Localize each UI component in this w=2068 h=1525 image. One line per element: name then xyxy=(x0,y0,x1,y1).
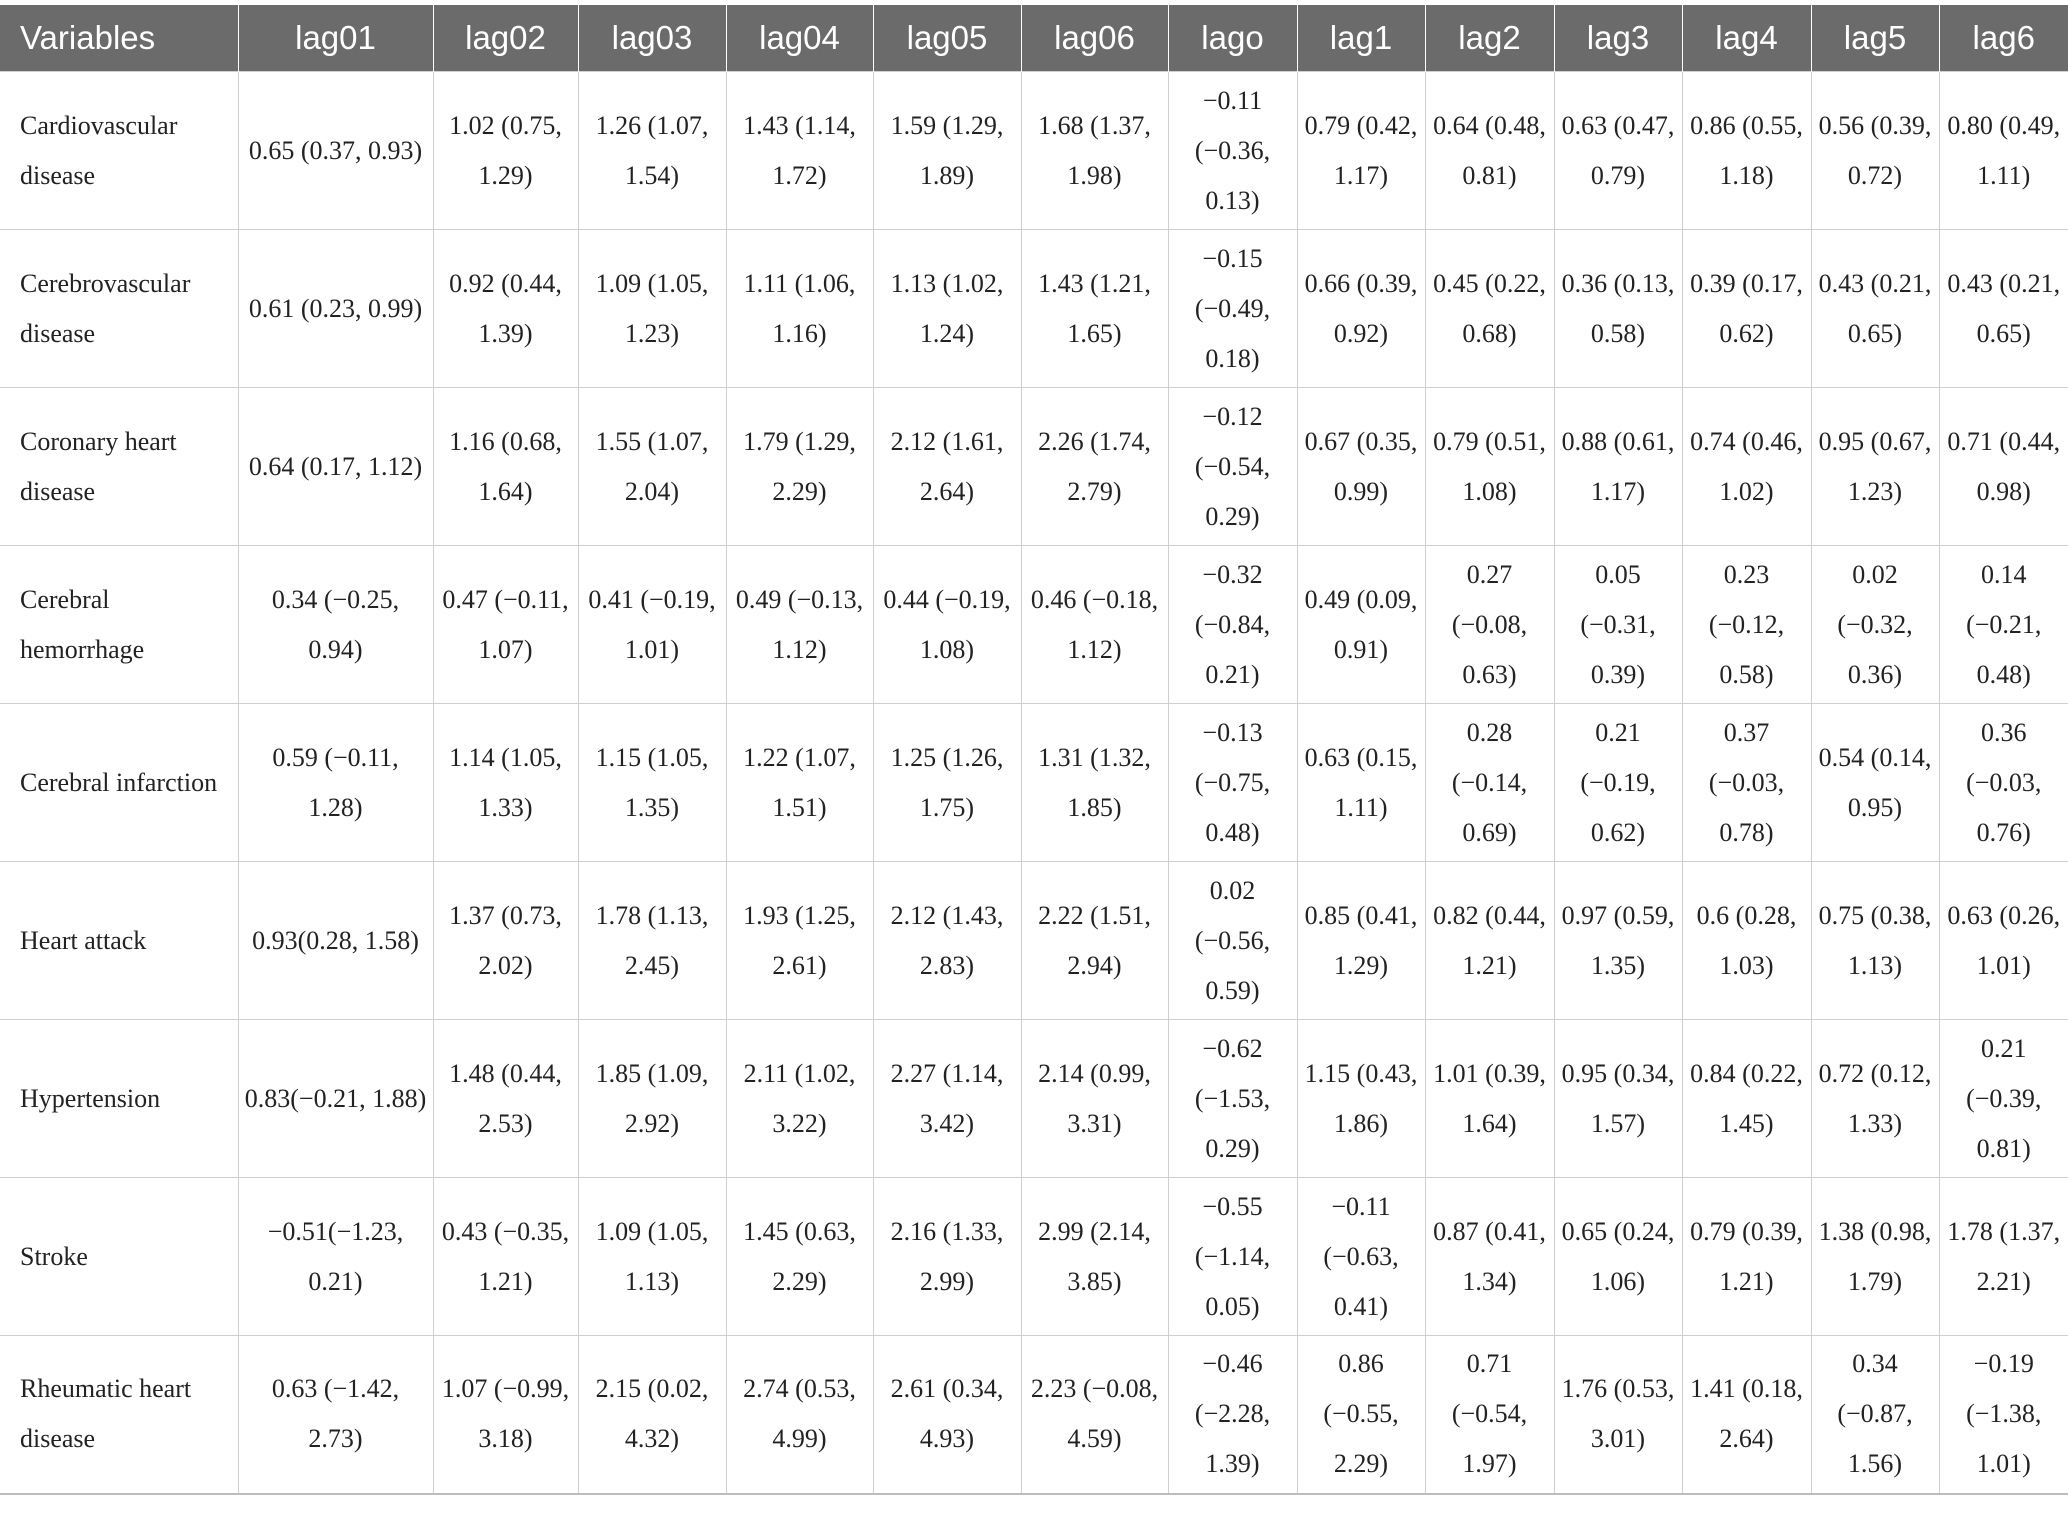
table-cell: 1.41 (0.18, 2.64) xyxy=(1682,1336,1811,1494)
table-cell: 2.99 (2.14, 3.85) xyxy=(1021,1178,1168,1336)
table-cell: 0.41 (−0.19, 1.01) xyxy=(578,546,726,704)
table-cell: 0.72 (0.12, 1.33) xyxy=(1811,1020,1939,1178)
results-table-container xyxy=(0,5,2068,1495)
column-header-lag04: lag04 xyxy=(726,5,873,72)
row-variable-label: Coronary heart disease xyxy=(0,388,238,546)
table-cell: 0.63 (0.15, 1.11) xyxy=(1297,704,1425,862)
table-cell: 0.64 (0.48, 0.81) xyxy=(1425,72,1554,230)
table-row xyxy=(0,1178,2068,1336)
column-header-lag3: lag3 xyxy=(1554,5,1682,72)
table-cell: 0.46 (−0.18, 1.12) xyxy=(1021,546,1168,704)
table-cell: 0.23 (−0.12, 0.58) xyxy=(1682,546,1811,704)
column-header-lag4: lag4 xyxy=(1682,5,1811,72)
table-cell: 0.63 (0.47, 0.79) xyxy=(1554,72,1682,230)
column-header-lag02: lag02 xyxy=(433,5,578,72)
results-table xyxy=(0,5,2068,1495)
table-row xyxy=(0,704,2068,862)
column-header-variables: Variables xyxy=(0,5,238,72)
table-cell: 0.14 (−0.21, 0.48) xyxy=(1939,546,2068,704)
row-variable-label: Cerebrovascular disease xyxy=(0,230,238,388)
table-cell: −0.46 (−2.28, 1.39) xyxy=(1168,1336,1297,1494)
table-cell: 1.26 (1.07, 1.54) xyxy=(578,72,726,230)
table-cell: 0.75 (0.38, 1.13) xyxy=(1811,862,1939,1020)
table-cell: 1.68 (1.37, 1.98) xyxy=(1021,72,1168,230)
table-cell: 0.44 (−0.19, 1.08) xyxy=(873,546,1021,704)
table-cell: 1.93 (1.25, 2.61) xyxy=(726,862,873,1020)
table-cell: 0.21 (−0.19, 0.62) xyxy=(1554,704,1682,862)
table-cell: 1.38 (0.98, 1.79) xyxy=(1811,1178,1939,1336)
table-cell: 0.79 (0.51, 1.08) xyxy=(1425,388,1554,546)
table-cell: 1.85 (1.09, 2.92) xyxy=(578,1020,726,1178)
table-cell: 0.87 (0.41, 1.34) xyxy=(1425,1178,1554,1336)
table-cell: 2.16 (1.33, 2.99) xyxy=(873,1178,1021,1336)
table-cell: 2.11 (1.02, 3.22) xyxy=(726,1020,873,1178)
row-variable-label: Stroke xyxy=(0,1178,238,1336)
table-cell: 2.23 (−0.08, 4.59) xyxy=(1021,1336,1168,1494)
column-header-lag06: lag06 xyxy=(1021,5,1168,72)
table-row xyxy=(0,72,2068,230)
table-cell: 0.47 (−0.11, 1.07) xyxy=(433,546,578,704)
table-cell: −0.11 (−0.36, 0.13) xyxy=(1168,72,1297,230)
row-variable-label: Cerebral hemorrhage xyxy=(0,546,238,704)
table-cell: 1.15 (1.05, 1.35) xyxy=(578,704,726,862)
column-header-lag6: lag6 xyxy=(1939,5,2068,72)
table-cell: 0.61 (0.23, 0.99) xyxy=(238,230,433,388)
table-row xyxy=(0,1020,2068,1178)
table-cell: 1.31 (1.32, 1.85) xyxy=(1021,704,1168,862)
table-cell: 0.59 (−0.11, 1.28) xyxy=(238,704,433,862)
table-cell: 2.74 (0.53, 4.99) xyxy=(726,1336,873,1494)
table-cell: 0.34 (−0.87, 1.56) xyxy=(1811,1336,1939,1494)
table-cell: 0.88 (0.61, 1.17) xyxy=(1554,388,1682,546)
table-cell: −0.19 (−1.38, 1.01) xyxy=(1939,1336,2068,1494)
table-cell: 0.49 (0.09, 0.91) xyxy=(1297,546,1425,704)
table-cell: 0.74 (0.46, 1.02) xyxy=(1682,388,1811,546)
table-cell: 0.66 (0.39, 0.92) xyxy=(1297,230,1425,388)
table-body xyxy=(0,72,2068,1494)
table-cell: 1.22 (1.07, 1.51) xyxy=(726,704,873,862)
header-row xyxy=(0,5,2068,72)
column-header-lago: lago xyxy=(1168,5,1297,72)
table-cell: 1.02 (0.75, 1.29) xyxy=(433,72,578,230)
table-cell: −0.11 (−0.63, 0.41) xyxy=(1297,1178,1425,1336)
table-cell: 1.09 (1.05, 1.13) xyxy=(578,1178,726,1336)
table-cell: 0.92 (0.44, 1.39) xyxy=(433,230,578,388)
table-cell: 1.11 (1.06, 1.16) xyxy=(726,230,873,388)
row-variable-label: Cardiovascular disease xyxy=(0,72,238,230)
table-cell: 0.27 (−0.08, 0.63) xyxy=(1425,546,1554,704)
table-cell: 0.95 (0.67, 1.23) xyxy=(1811,388,1939,546)
table-cell: 1.13 (1.02, 1.24) xyxy=(873,230,1021,388)
table-cell: 0.6 (0.28, 1.03) xyxy=(1682,862,1811,1020)
table-cell: 2.22 (1.51, 2.94) xyxy=(1021,862,1168,1020)
table-cell: 0.97 (0.59, 1.35) xyxy=(1554,862,1682,1020)
table-cell: 0.93(0.28, 1.58) xyxy=(238,862,433,1020)
table-row xyxy=(0,230,2068,388)
table-cell: 2.12 (1.61, 2.64) xyxy=(873,388,1021,546)
row-variable-label: Hypertension xyxy=(0,1020,238,1178)
table-row xyxy=(0,546,2068,704)
table-cell: 1.78 (1.13, 2.45) xyxy=(578,862,726,1020)
table-cell: 2.15 (0.02, 4.32) xyxy=(578,1336,726,1494)
table-cell: 1.45 (0.63, 2.29) xyxy=(726,1178,873,1336)
table-cell: 2.14 (0.99, 3.31) xyxy=(1021,1020,1168,1178)
table-cell: 1.09 (1.05, 1.23) xyxy=(578,230,726,388)
table-cell: 0.28 (−0.14, 0.69) xyxy=(1425,704,1554,862)
table-cell: 1.55 (1.07, 2.04) xyxy=(578,388,726,546)
table-header xyxy=(0,5,2068,72)
column-header-lag2: lag2 xyxy=(1425,5,1554,72)
table-cell: 1.07 (−0.99, 3.18) xyxy=(433,1336,578,1494)
table-cell: 0.79 (0.39, 1.21) xyxy=(1682,1178,1811,1336)
table-cell: 0.64 (0.17, 1.12) xyxy=(238,388,433,546)
table-cell: 1.43 (1.14, 1.72) xyxy=(726,72,873,230)
table-cell: 2.12 (1.43, 2.83) xyxy=(873,862,1021,1020)
table-cell: 0.71 (0.44, 0.98) xyxy=(1939,388,2068,546)
column-header-lag01: lag01 xyxy=(238,5,433,72)
table-cell: 1.16 (0.68, 1.64) xyxy=(433,388,578,546)
row-variable-label: Rheumatic heart disease xyxy=(0,1336,238,1494)
table-cell: 1.79 (1.29, 2.29) xyxy=(726,388,873,546)
table-cell: 0.80 (0.49, 1.11) xyxy=(1939,72,2068,230)
table-cell: 0.63 (0.26, 1.01) xyxy=(1939,862,2068,1020)
row-variable-label: Cerebral infarction xyxy=(0,704,238,862)
table-cell: 0.84 (0.22, 1.45) xyxy=(1682,1020,1811,1178)
table-cell: −0.55 (−1.14, 0.05) xyxy=(1168,1178,1297,1336)
table-cell: 0.05 (−0.31, 0.39) xyxy=(1554,546,1682,704)
table-cell: 0.43 (−0.35, 1.21) xyxy=(433,1178,578,1336)
table-cell: 0.79 (0.42, 1.17) xyxy=(1297,72,1425,230)
table-cell: 1.76 (0.53, 3.01) xyxy=(1554,1336,1682,1494)
table-cell: 0.85 (0.41, 1.29) xyxy=(1297,862,1425,1020)
table-cell: −0.32 (−0.84, 0.21) xyxy=(1168,546,1297,704)
table-cell: 0.83(−0.21, 1.88) xyxy=(238,1020,433,1178)
table-cell: 2.27 (1.14, 3.42) xyxy=(873,1020,1021,1178)
table-cell: 0.39 (0.17, 0.62) xyxy=(1682,230,1811,388)
table-cell: 1.43 (1.21, 1.65) xyxy=(1021,230,1168,388)
table-cell: 0.43 (0.21, 0.65) xyxy=(1939,230,2068,388)
table-cell: 1.25 (1.26, 1.75) xyxy=(873,704,1021,862)
table-cell: 0.45 (0.22, 0.68) xyxy=(1425,230,1554,388)
table-cell: 0.71 (−0.54, 1.97) xyxy=(1425,1336,1554,1494)
table-cell: 1.59 (1.29, 1.89) xyxy=(873,72,1021,230)
table-cell: −0.15 (−0.49, 0.18) xyxy=(1168,230,1297,388)
table-cell: 0.34 (−0.25, 0.94) xyxy=(238,546,433,704)
column-header-lag5: lag5 xyxy=(1811,5,1939,72)
table-cell: 0.82 (0.44, 1.21) xyxy=(1425,862,1554,1020)
table-cell: 0.65 (0.24, 1.06) xyxy=(1554,1178,1682,1336)
table-cell: 0.65 (0.37, 0.93) xyxy=(238,72,433,230)
table-cell: −0.51(−1.23, 0.21) xyxy=(238,1178,433,1336)
table-cell: 2.26 (1.74, 2.79) xyxy=(1021,388,1168,546)
table-cell: 1.48 (0.44, 2.53) xyxy=(433,1020,578,1178)
table-cell: 2.61 (0.34, 4.93) xyxy=(873,1336,1021,1494)
table-cell: −0.62 (−1.53, 0.29) xyxy=(1168,1020,1297,1178)
table-cell: 0.63 (−1.42, 2.73) xyxy=(238,1336,433,1494)
table-cell: 0.02 (−0.32, 0.36) xyxy=(1811,546,1939,704)
table-cell: 0.21 (−0.39, 0.81) xyxy=(1939,1020,2068,1178)
table-cell: 0.49 (−0.13, 1.12) xyxy=(726,546,873,704)
column-header-lag03: lag03 xyxy=(578,5,726,72)
table-cell: 0.67 (0.35, 0.99) xyxy=(1297,388,1425,546)
row-variable-label: Heart attack xyxy=(0,862,238,1020)
table-cell: 1.01 (0.39, 1.64) xyxy=(1425,1020,1554,1178)
table-cell: 1.37 (0.73, 2.02) xyxy=(433,862,578,1020)
table-cell: 0.54 (0.14, 0.95) xyxy=(1811,704,1939,862)
column-header-lag1: lag1 xyxy=(1297,5,1425,72)
table-cell: 0.56 (0.39, 0.72) xyxy=(1811,72,1939,230)
table-row xyxy=(0,1336,2068,1494)
table-row xyxy=(0,388,2068,546)
table-cell: 1.15 (0.43, 1.86) xyxy=(1297,1020,1425,1178)
table-cell: 0.43 (0.21, 0.65) xyxy=(1811,230,1939,388)
table-cell: −0.12 (−0.54, 0.29) xyxy=(1168,388,1297,546)
table-cell: 0.86 (0.55, 1.18) xyxy=(1682,72,1811,230)
table-cell: −0.13 (−0.75, 0.48) xyxy=(1168,704,1297,862)
table-cell: 0.02 (−0.56, 0.59) xyxy=(1168,862,1297,1020)
table-cell: 0.36 (0.13, 0.58) xyxy=(1554,230,1682,388)
table-cell: 0.95 (0.34, 1.57) xyxy=(1554,1020,1682,1178)
table-cell: 0.37 (−0.03, 0.78) xyxy=(1682,704,1811,862)
table-cell: 1.14 (1.05, 1.33) xyxy=(433,704,578,862)
column-header-lag05: lag05 xyxy=(873,5,1021,72)
table-row xyxy=(0,862,2068,1020)
table-cell: 1.78 (1.37, 2.21) xyxy=(1939,1178,2068,1336)
table-cell: 0.86 (−0.55, 2.29) xyxy=(1297,1336,1425,1494)
table-cell: 0.36 (−0.03, 0.76) xyxy=(1939,704,2068,862)
